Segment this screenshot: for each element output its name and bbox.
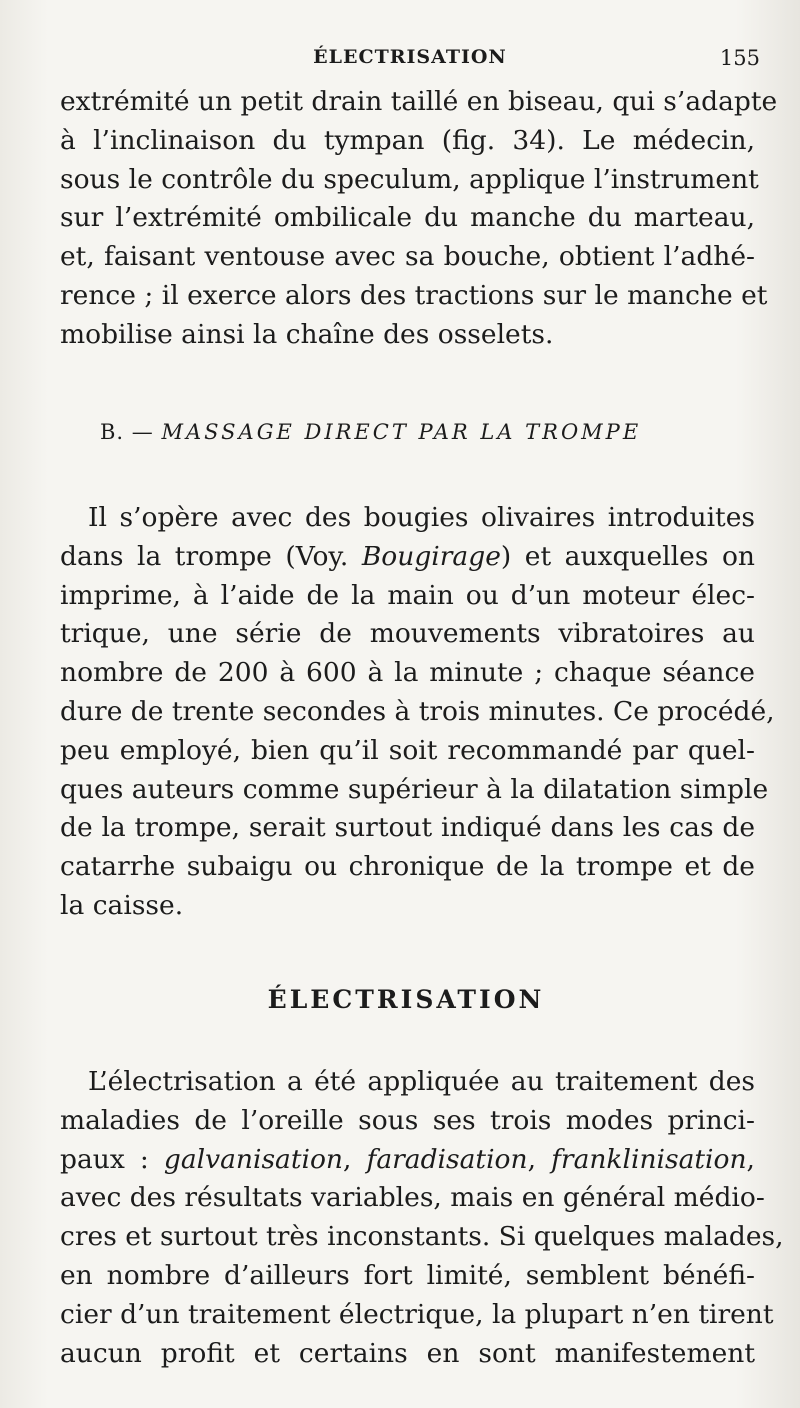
text-line: la caisse. — [60, 889, 184, 921]
text-line: Il s’opère avec des bougies olivaires introduites — [88, 502, 755, 533]
text-run: , — [527, 1143, 552, 1175]
text-line: nombre de 200 à 600 à la minute ; chaque séance — [60, 657, 755, 689]
text-line: dure de trente secondes à trois minutes. Ce procédé, — [60, 695, 775, 727]
italic-term: faradisation — [366, 1143, 528, 1175]
italic-reference: Bougirage — [361, 540, 501, 572]
subsection-heading — [100, 420, 641, 444]
text-run: , — [746, 1143, 755, 1175]
text-line: rence ; il exerce alors des tractions sur le manche et — [60, 279, 768, 311]
subsection-title: MASSAGE DIRECT PAR LA TROMPE — [161, 420, 642, 444]
paragraph-3 — [60, 1063, 784, 1373]
text-line: trique, une série de mouvements vibratoires au — [60, 618, 755, 650]
paragraph-1 — [60, 83, 778, 355]
running-title: ÉLECTRISATION — [313, 46, 507, 68]
text-line: à l’inclinaison du tympan (fig. 34). Le médecin, — [60, 124, 755, 156]
text-line — [60, 538, 755, 577]
text-line: imprime, à l’aide de la main ou d’un moteur élec- — [60, 579, 755, 611]
text-run: dans la trompe (Voy. — [60, 540, 362, 572]
text-line: de la trompe, serait surtout indiqué dans les cas de — [60, 812, 755, 844]
italic-term: galvanisation — [163, 1143, 343, 1175]
italic-term: franklinisation — [551, 1143, 747, 1175]
text-line: L’électrisation a été appliquée au traitement des — [88, 1066, 755, 1097]
text-line: aucun profit et certains en sont manifestement — [60, 1337, 755, 1369]
text-line: ques auteurs comme supérieur à la dilatation simple — [60, 773, 769, 805]
text-run: ) et auxquelles on — [500, 540, 755, 572]
paragraph-2 — [60, 499, 775, 926]
text-line: cres et surtout très inconstants. Si quelques malades, — [60, 1221, 784, 1253]
text-line: et, faisant ventouse avec sa bouche, obtient l’adhé- — [60, 241, 755, 273]
text-line: en nombre d’ailleurs fort limité, semblent bénéfi- — [60, 1259, 755, 1291]
subsection-label: B. — — [100, 420, 162, 444]
text-run: paux : — [60, 1143, 164, 1175]
text-line: avec des résultats variables, mais en général médio- — [60, 1182, 765, 1214]
text-run: , — [343, 1143, 367, 1175]
running-head — [60, 38, 760, 78]
text-line: maladies de l’oreille sous ses trois modes princi- — [60, 1104, 755, 1136]
text-line: extrémité un petit drain taillé en biseau, qui s’adapte — [60, 86, 778, 117]
text-line: sur l’extrémité ombilicale du manche du marteau, — [60, 202, 755, 234]
text-line: mobilise ainsi la chaîne des osselets. — [60, 318, 554, 350]
text-line: peu employé, bien qu’il soit recommandé par quel- — [60, 734, 755, 766]
text-line: sous le contrôle du speculum, applique l’instrument — [60, 163, 759, 195]
page-number: 155 — [719, 46, 760, 70]
text-line: cier d’un traitement électrique, la plupart n’en tirent — [60, 1298, 774, 1330]
text-line: catarrhe subaigu ou chronique de la trompe et de — [60, 851, 755, 883]
text-line — [60, 1141, 755, 1180]
section-heading: ÉLECTRISATION — [267, 985, 545, 1014]
